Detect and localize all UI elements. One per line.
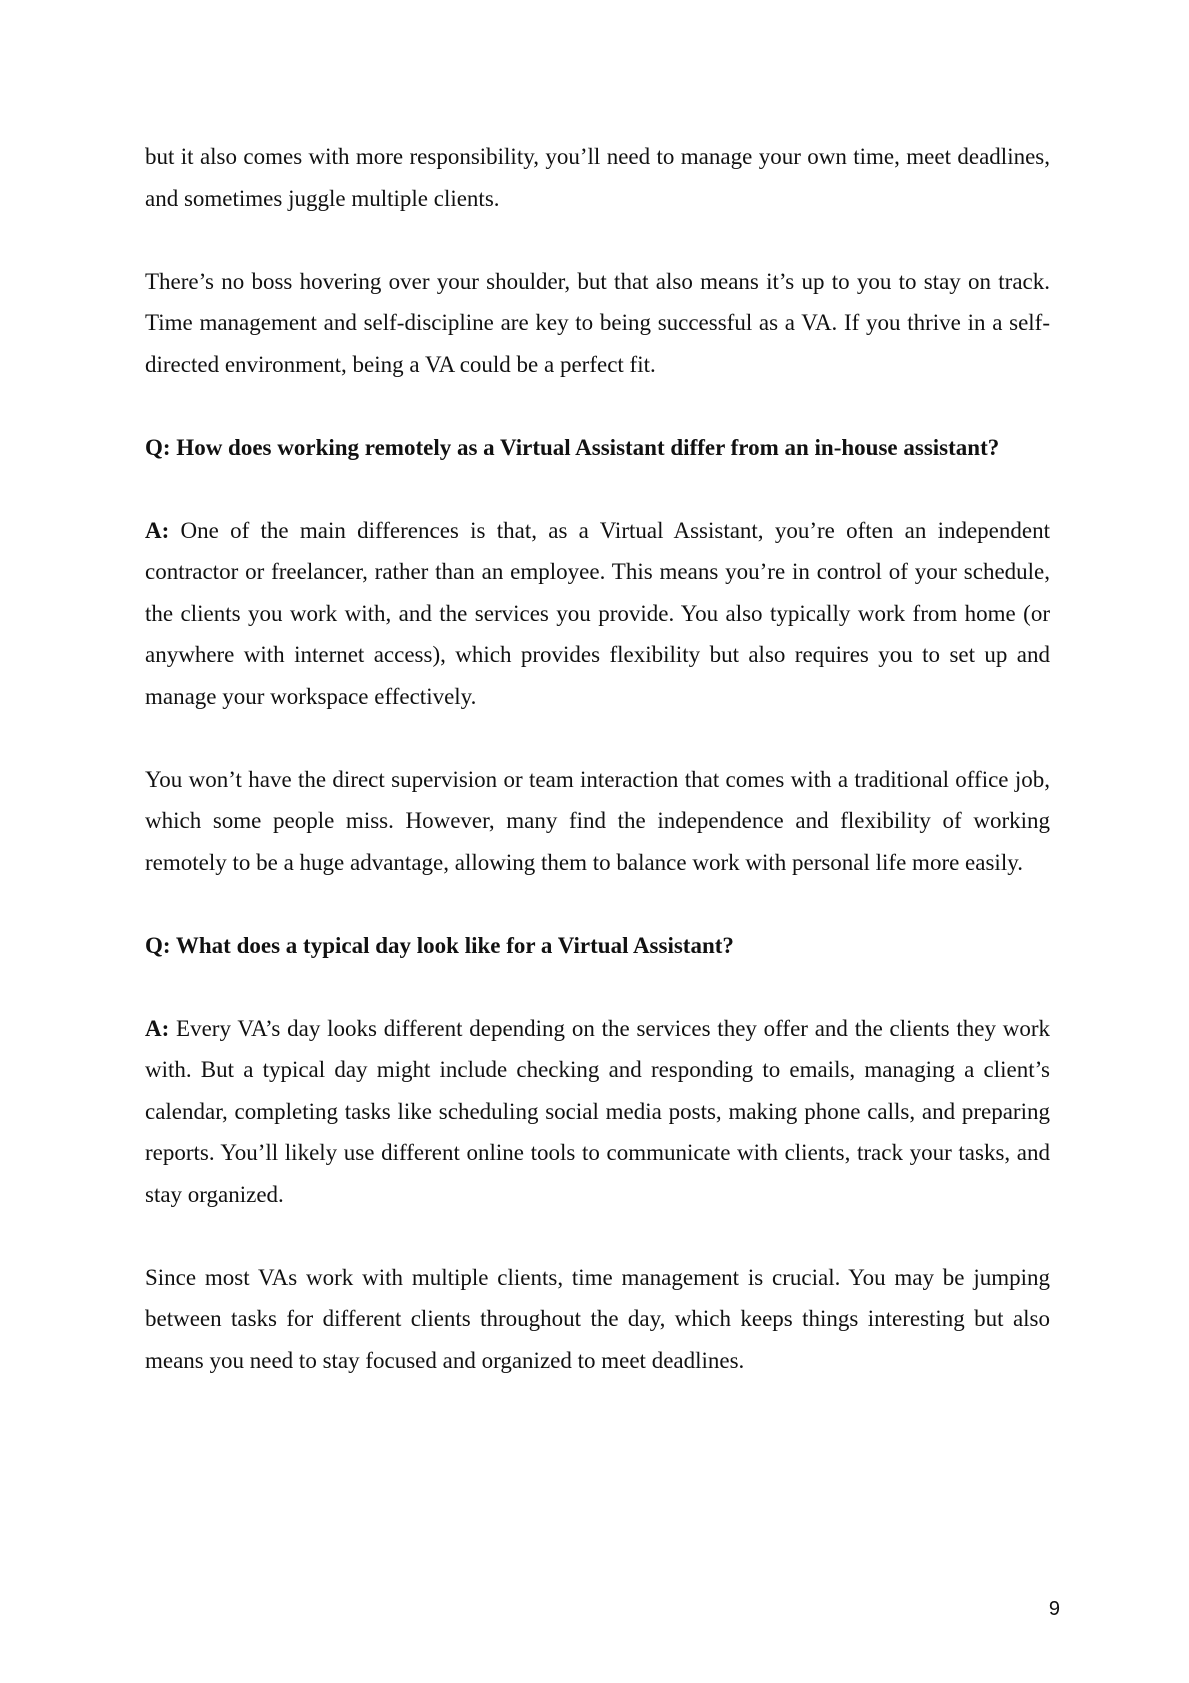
answer-remote-vs-inhouse [145,510,1050,718]
page-number: 9 [1048,1598,1060,1620]
paragraph-time-management: Since most VAs work with multiple clients, time management is crucial. You may be jumping between tasks for different clients throughout the day, which keeps things interesting but also means you need to stay focused and organized to meet deadlines. [145,1264,1050,1373]
page-body [145,136,1050,1423]
question-typical-day: Q: What does a typical day look like for a Virtual Assistant? [145,932,734,958]
paragraph-continuation: but it also comes with more responsibility, you’ll need to manage your own time, meet deadlines, and sometimes juggle multiple clients. [145,144,1050,211]
answer-label: A: [145,517,170,543]
answer-label: A: [145,1015,170,1041]
question-remote-vs-inhouse: Q: How does working remotely as a Virtual Assistant differ from an in-house assistant? [145,434,1000,460]
answer-typical-day [145,1008,1050,1216]
answer-text: Every VA’s day looks different depending on the services they offer and the clients they work with. But a typical day might include checking and responding to emails, managing a client’s calendar, completing tasks like scheduling social media posts, making phone calls, and preparing reports. You’ll likely use different online tools to communicate with clients, track your tasks, and stay organized. [145,1015,1050,1207]
paragraph-self-discipline: There’s no boss hovering over your shoulder, but that also means it’s up to you to stay on track. Time management and self-discipline are key to being successful as a VA. If you thrive in a self-directed environment, being a VA could be a perfect fit. [145,268,1050,377]
paragraph-supervision: You won’t have the direct supervision or team interaction that comes with a traditional office job, which some people miss. However, many find the independence and flexibility of working remotely to be a huge advantage, allowing them to balance work with personal life more easily. [145,766,1050,875]
answer-text: One of the main differences is that, as a Virtual Assistant, you’re often an independent contractor or freelancer, rather than an employee. This means you’re in control of your schedule, the clients you work with, and the services you provide. You also typically work from home (or anywhere with internet access), which provides flexibility but also requires you to set up and manage your workspace effectively. [145,517,1050,709]
